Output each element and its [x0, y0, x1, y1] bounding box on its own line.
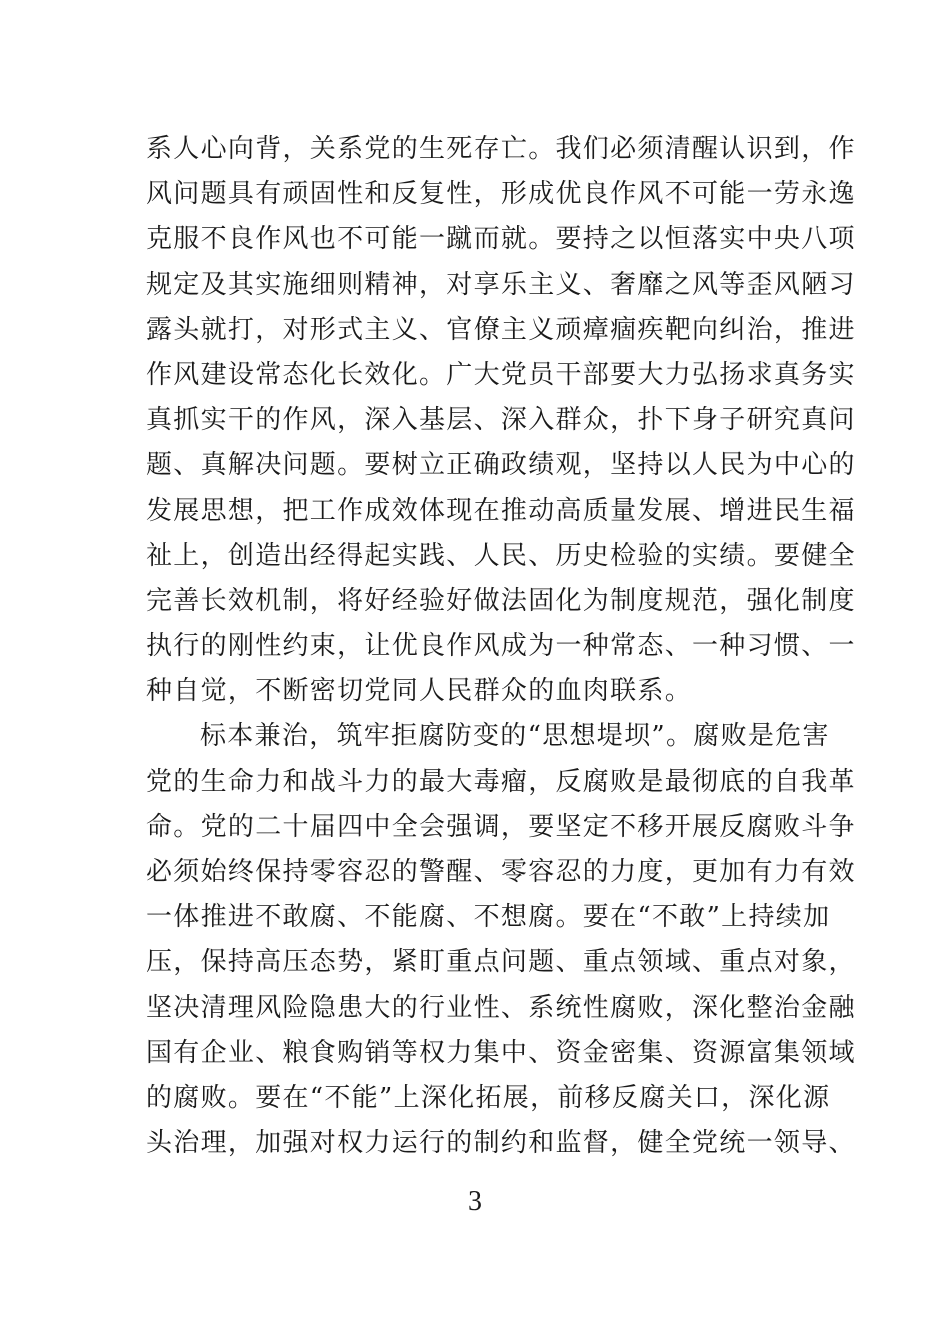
text-line: 压，保持高压态势，紧盯重点问题、重点领域、重点对象， [146, 947, 856, 978]
text-line: 真抓实干的作风，深入基层、深入群众，扑下身子研究真问 [146, 405, 856, 436]
text-line: 露头就打，对形式主义、官僚主义顽瘴痼疾靶向纠治，推进 [146, 314, 856, 345]
page-number: 3 [468, 1186, 482, 1217]
text-line: 党的生命力和战斗力的最大毒瘤，反腐败是最彻底的自我革 [146, 766, 856, 797]
text-line-first: 标本兼治，筑牢拒腐防变的“思想堤坝”。腐败是危害 [200, 721, 830, 752]
text-line: 头治理，加强对权力运行的制约和监督，健全党统一领导、 [146, 1128, 856, 1159]
text-line: 一体推进不敢腐、不能腐、不想腐。要在“不敢”上持续加 [146, 902, 831, 933]
text-line: 规定及其实施细则精神，对享乐主义、奢靡之风等歪风陋习 [146, 269, 856, 300]
paragraph-2 [146, 714, 856, 1166]
text-line: 系人心向背，关系党的生死存亡。我们必须清醒认识到，作 [146, 134, 856, 164]
text-line: 必须始终保持零容忍的警醒、零容忍的力度，更加有力有效 [146, 857, 856, 887]
text-line: 克服不良作风也不可能一蹴而就。要持之以恒落实中央八项 [146, 224, 856, 255]
text-line: 题、真解决问题。要树立正确政绩观，坚持以人民为中心的 [146, 450, 856, 481]
text-line: 作风建设常态化长效化。广大党员干部要大力弘扬求真务实 [146, 359, 856, 390]
text-line: 种自觉，不断密切党同人民群众的血肉联系。 [146, 676, 693, 707]
text-line: 祉上，创造出经得起实践、人民、历史检验的实绩。要健全 [146, 540, 856, 571]
body-text [146, 127, 856, 1166]
text-line: 命。党的二十届四中全会强调，要坚定不移开展反腐败斗争 [146, 811, 856, 842]
text-line: 国有企业、粮食购销等权力集中、资金密集、资源富集领域 [146, 1037, 856, 1068]
text-line: 执行的刚性约束，让优良作风成为一种常态、一种习惯、一 [146, 631, 856, 662]
text-line: 完善长效机制，将好经验好做法固化为制度规范，强化制度 [146, 585, 856, 616]
text-line: 风问题具有顽固性和反复性，形成优良作风不可能一劳永逸 [146, 179, 856, 210]
paragraph-1 [146, 127, 856, 714]
text-line: 坚决清理风险隐患大的行业性、系统性腐败，深化整治金融 [146, 992, 856, 1023]
text-line: 的腐败。要在“不能”上深化拓展，前移反腐关口，深化源 [146, 1082, 831, 1113]
text-line: 发展思想，把工作成效体现在推动高质量发展、增进民生福 [146, 495, 856, 526]
